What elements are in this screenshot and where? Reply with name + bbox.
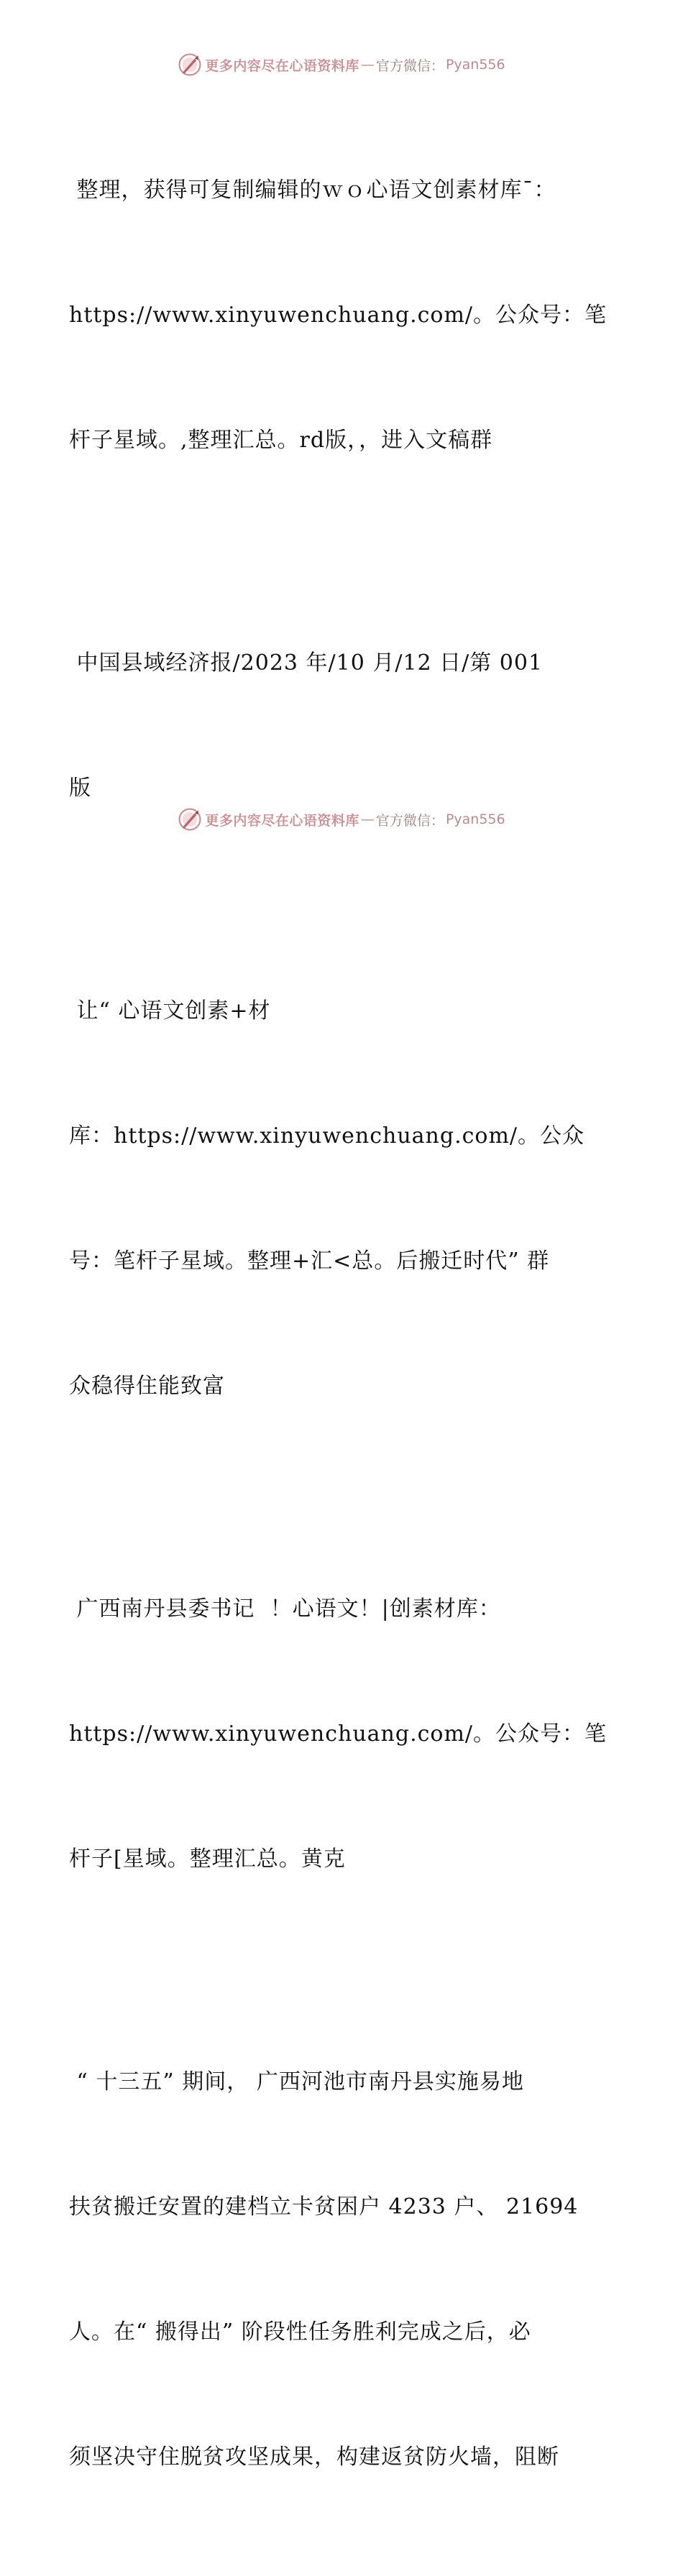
text-line: 让“ 心语文创素+材 [69,998,271,1024]
text-line: 库：https://www.xinyuwenchuang.com/。公众 [69,1123,585,1149]
text-line: “ 十三五” 期间， 广西河池市南丹县实施易地 [69,2069,524,2094]
quill-logo-icon [178,807,202,832]
text-line: 扶贫搬迁安置的建档立卡贫困户 4233 户、 21694 [69,2194,579,2220]
footer-watermark-banner [0,805,683,834]
banner-separator: — [360,57,375,73]
text-line: 人。在“ 搬得出” 阶段性任务胜利完成之后，必 [69,2319,531,2345]
banner-sub-text: 官方微信： [375,812,444,829]
paragraph-author [69,1505,615,1964]
banner-separator: — [360,811,375,827]
text-line: 中国县域经济报/2023 年/10 月/12 日/第 001 [69,650,544,676]
text-line: https://www.xinyuwenchuang.com/。公众号：笔 [69,1721,608,1747]
paragraph-headline [69,907,615,1491]
banner-sub-text: 官方微信： [375,58,444,74]
paragraph-body [69,1978,615,2562]
paragraph-intro [69,86,615,545]
banner-main-text: 更多内容尽在心语资料库 [205,812,359,829]
banner-main-text: 更多内容尽在心语资料库 [205,58,359,74]
text-line: 众稳得住能致富 [69,1374,225,1399]
text-line: 须坚决守住脱贫攻坚成果，构建返贫防火墙，阻断 [69,2444,559,2470]
text-line: 杆子星域。,整理汇总。rd版，，进入文稿群 [69,428,493,453]
paragraph-source [69,559,615,893]
text-line: 杆子[星域。整理汇总。黄克 [69,1846,346,1872]
document-body [69,86,615,2576]
text-line: https://www.xinyuwenchuang.com/。公众号：笔 [69,303,608,328]
quill-logo-icon [178,52,202,77]
text-line: 号：笔杆子星域。整理+汇<总。后搬迁时代” 群 [69,1248,550,1274]
text-line: 整理，获得可复制编辑的ｗｏ心语文创素材库¯： [69,178,556,203]
text-line: 版 [69,776,91,801]
banner-wechat-id: Pyan556 [445,57,505,73]
header-watermark-banner [0,50,683,79]
text-line: 广西南丹县委书记 ！心语文！|创素材库： [69,1596,501,1622]
banner-wechat-id: Pyan556 [445,811,505,827]
